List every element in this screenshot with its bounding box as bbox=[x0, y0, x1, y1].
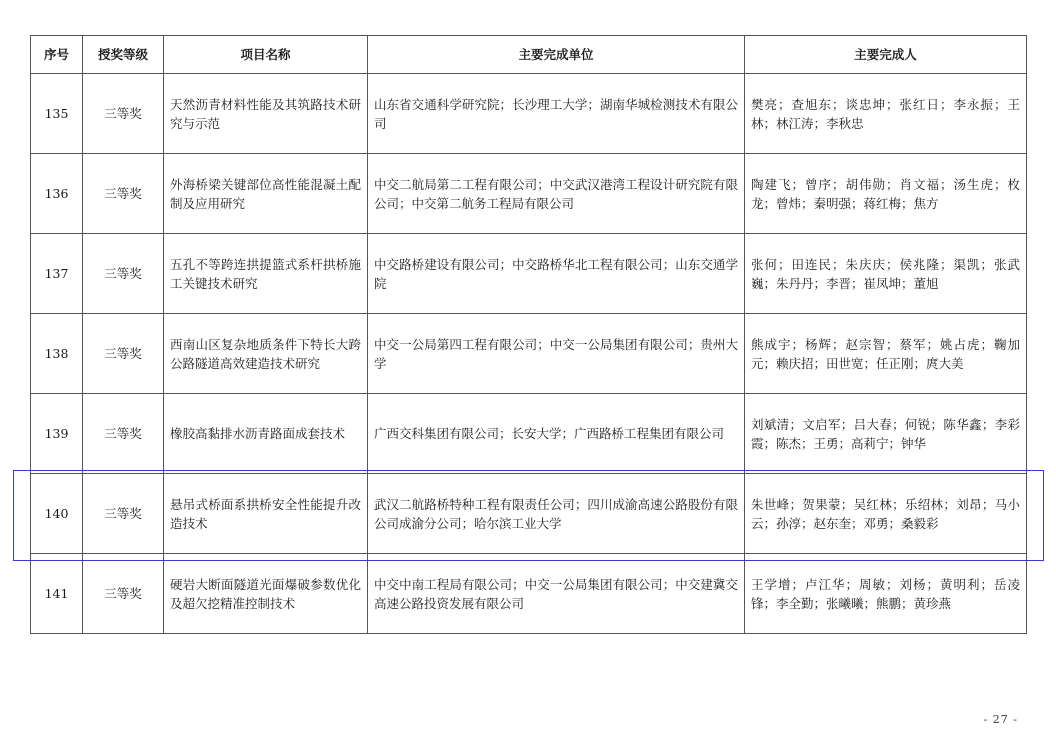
table-row bbox=[31, 394, 1027, 474]
row-units: 武汉二航路桥特种工程有限责任公司；四川成渝高速公路股份有限公司成渝分公司；哈尔滨工业大学 bbox=[368, 474, 745, 554]
row-level: 三等奖 bbox=[83, 474, 164, 554]
row-units: 中交二航局第二工程有限公司；中交武汉港湾工程设计研究院有限公司；中交第二航务工程局有限公司 bbox=[368, 154, 745, 234]
row-level: 三等奖 bbox=[83, 394, 164, 474]
row-level: 三等奖 bbox=[83, 154, 164, 234]
row-units: 中交一公局第四工程有限公司；中交一公局集团有限公司；贵州大学 bbox=[368, 314, 745, 394]
table-header bbox=[31, 36, 1027, 74]
row-units: 山东省交通科学研究院；长沙理工大学；湖南华城检测技术有限公司 bbox=[368, 74, 745, 154]
row-level: 三等奖 bbox=[83, 554, 164, 634]
table-row bbox=[31, 74, 1027, 154]
row-units: 中交路桥建设有限公司；中交路桥华北工程有限公司；山东交通学院 bbox=[368, 234, 745, 314]
row-people: 樊亮；查旭东；谈忠坤；张红日；李永振；王林；林江涛；李秋忠 bbox=[745, 74, 1027, 154]
row-num: 140 bbox=[31, 474, 83, 554]
row-num: 136 bbox=[31, 154, 83, 234]
row-num: 135 bbox=[31, 74, 83, 154]
row-people: 陶建飞；曾序；胡伟勋；肖文福；汤生虎；枚龙；曾炜；秦明强；蒋红梅；焦方 bbox=[745, 154, 1027, 234]
header-units: 主要完成单位 bbox=[368, 36, 745, 74]
row-units: 中交中南工程局有限公司；中交一公局集团有限公司；中交建冀交高速公路投资发展有限公司 bbox=[368, 554, 745, 634]
page-number: - 27 - bbox=[983, 713, 1018, 726]
header-num: 序号 bbox=[31, 36, 83, 74]
row-people: 熊成宇；杨辉；赵宗智；蔡军；姚占虎；鞠加元；赖庆招；田世宽；任正刚；庹大美 bbox=[745, 314, 1027, 394]
table-row bbox=[31, 154, 1027, 234]
row-project-name: 西南山区复杂地质条件下特长大跨公路隧道高效建造技术研究 bbox=[164, 314, 368, 394]
table-row bbox=[31, 234, 1027, 314]
row-num: 138 bbox=[31, 314, 83, 394]
row-people: 张何；田连民；朱庆庆；侯兆隆；渠凯；张武巍；朱丹丹；李晋；崔凤坤；董旭 bbox=[745, 234, 1027, 314]
row-project-name: 天然沥青材料性能及其筑路技术研究与示范 bbox=[164, 74, 368, 154]
row-project-name: 悬吊式桥面系拱桥安全性能提升改造技术 bbox=[164, 474, 368, 554]
row-level: 三等奖 bbox=[83, 234, 164, 314]
header-project-name: 项目名称 bbox=[164, 36, 368, 74]
row-people: 朱世峰；贺果蒙；吴红林；乐绍林；刘昂；马小云；孙淳；赵东奎；邓勇；桑毅彩 bbox=[745, 474, 1027, 554]
row-people: 王学增；卢江华；周敏；刘杨；黄明利；岳凌锋；李全勤；张曦曦；熊鹏；黄珍燕 bbox=[745, 554, 1027, 634]
row-project-name: 五孔不等跨连拱提篮式系杆拱桥施工关键技术研究 bbox=[164, 234, 368, 314]
row-units: 广西交科集团有限公司；长安大学；广西路桥工程集团有限公司 bbox=[368, 394, 745, 474]
row-project-name: 硬岩大断面隧道光面爆破参数优化及超欠挖精准控制技术 bbox=[164, 554, 368, 634]
row-level: 三等奖 bbox=[83, 314, 164, 394]
table-row bbox=[31, 314, 1027, 394]
row-project-name: 外海桥梁关键部位高性能混凝土配制及应用研究 bbox=[164, 154, 368, 234]
row-num: 139 bbox=[31, 394, 83, 474]
table-body bbox=[31, 74, 1027, 634]
header-level: 授奖等级 bbox=[83, 36, 164, 74]
row-project-name: 橡胶高黏排水沥青路面成套技术 bbox=[164, 394, 368, 474]
header-row bbox=[31, 36, 1027, 74]
table-row-highlighted bbox=[31, 474, 1027, 554]
table-row bbox=[31, 554, 1027, 634]
row-num: 137 bbox=[31, 234, 83, 314]
row-level: 三等奖 bbox=[83, 74, 164, 154]
row-num: 141 bbox=[31, 554, 83, 634]
header-people: 主要完成人 bbox=[745, 36, 1027, 74]
awards-table bbox=[30, 35, 1027, 634]
row-people: 刘斌清；文启军；吕大春；何锐；陈华鑫；李彩霞；陈杰；王勇；高莉宁；钟华 bbox=[745, 394, 1027, 474]
